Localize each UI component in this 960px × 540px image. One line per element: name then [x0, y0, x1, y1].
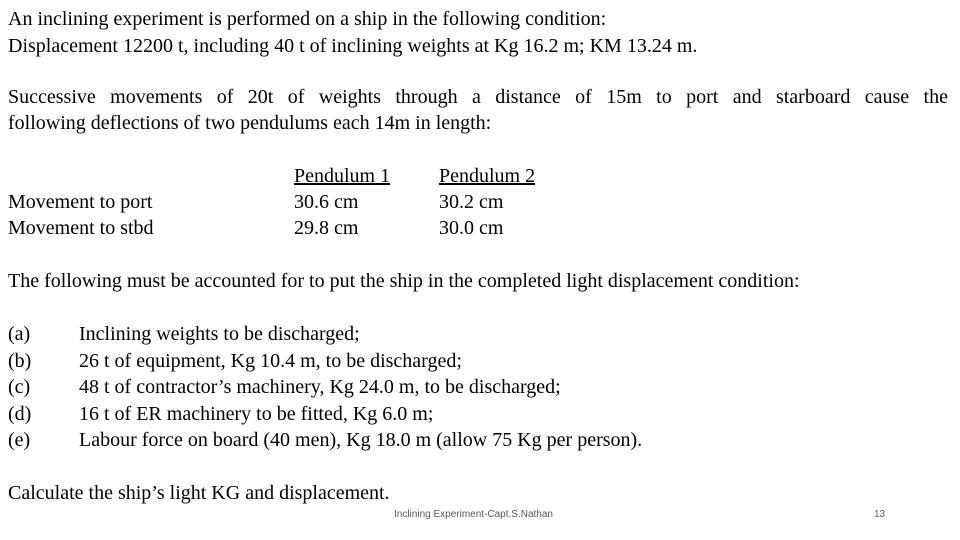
item-text: 26 t of equipment, Kg 10.4 m, to be discharged;	[79, 349, 462, 372]
footer-text: Inclining Experiment-Capt.S.Nathan	[394, 509, 553, 520]
movements-line-2: following deflections of two pendulums each 14m in length:	[8, 112, 492, 134]
row-label-port: Movement to port	[8, 191, 153, 213]
header-pendulum-2: Pendulum 2	[439, 165, 536, 187]
intro-line-2: Displacement 12200 t, including 40 t of inclining weights at Kg 16.2 m; KM 13.24 m.	[8, 35, 698, 57]
item-label: (d)	[8, 402, 32, 425]
stbd-pendulum-1-value: 29.8 cm	[294, 217, 359, 239]
item-text: Labour force on board (40 men), Kg 18.0 m (allow 75 Kg per person).	[79, 429, 643, 451]
row-label-stbd: Movement to stbd	[8, 217, 154, 239]
item-text: 16 t of ER machinery to be fitted, Kg 6.0 m;	[79, 402, 434, 425]
item-label: (b)	[8, 349, 32, 372]
item-text: Inclining weights to be discharged;	[79, 323, 360, 345]
item-label: (a)	[8, 323, 31, 345]
port-pendulum-2-value: 30.2 cm	[439, 191, 504, 213]
item-text: 48 t of contractor’s machinery, Kg 24.0 m, to be discharged;	[79, 376, 561, 398]
header-pendulum-1: Pendulum 1	[294, 165, 391, 187]
question: Calculate the ship’s light KG and displacement.	[8, 482, 390, 504]
page-number: 13	[874, 509, 886, 520]
stbd-pendulum-2-value: 30.0 cm	[439, 217, 504, 239]
item-label: (c)	[8, 376, 31, 398]
intro-line-1: An inclining experiment is performed on a ship in the following condition:	[8, 8, 607, 30]
movements-line-1: Successive movements of 20t of weights through a distance of 15m to port and starboard cause the	[8, 86, 948, 108]
accounted-intro: The following must be accounted for to put the ship in the completed light displacement condition:	[8, 270, 800, 292]
port-pendulum-1-value: 30.6 cm	[294, 191, 359, 213]
item-label: (e)	[8, 429, 31, 451]
movements-paragraph	[8, 84, 948, 136]
